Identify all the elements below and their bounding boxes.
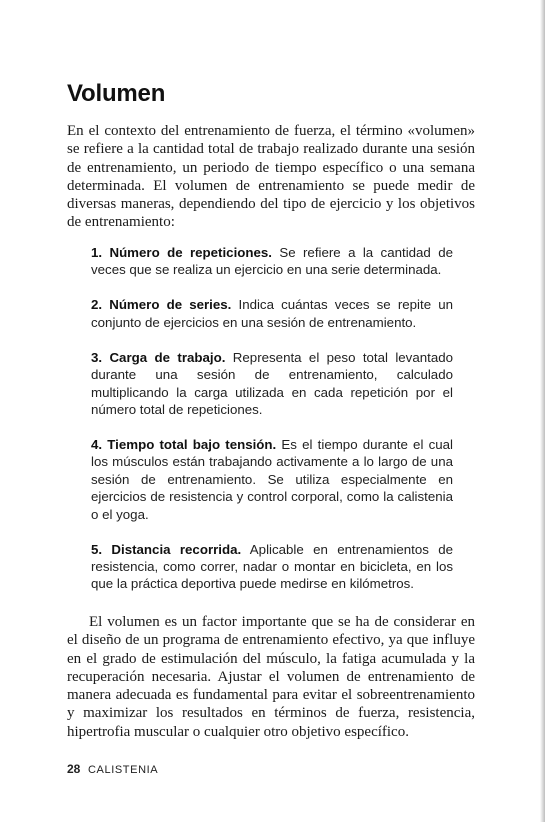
list-item-carga <box>91 349 453 419</box>
list-item-text: Es el tiempo durante el cual los músculos están trabajando activamente a lo largo de una sesión de entrenamiento. Se utiliza especialmente en ejercicios de resistencia y control corporal, como la calistenia o el yoga. <box>91 437 453 522</box>
list-item-text: Se refiere a la cantidad de veces que se realiza un ejercicio en una serie determinada. <box>91 245 453 278</box>
list-item-term: 2. Número de series. <box>91 297 232 313</box>
list-item-series <box>91 296 453 331</box>
page-edge-shadow <box>540 0 545 822</box>
list-item-term: 3. Carga de trabajo. <box>91 349 226 365</box>
list-item-text: Representa el peso total levantado durante una sesión de entrenamiento, calculado multiplicando la carga utilizada en cada repetición por el número total de repeticiones. <box>91 349 454 418</box>
list-item-distancia <box>91 541 453 593</box>
page-title: Volumen <box>67 80 166 107</box>
closing-paragraph: El volumen es un factor importante que se ha de considerar en el diseño de un programa de entrenamiento efectivo, ya que influye en el grado de estimulación del músculo, la fatiga acumulada y la recuperación necesaria. Ajustar el volumen de entrenamiento de manera adecuada es fundamental para evitar el sobreentrenamiento y maximizar los resultados en términos de fuerza, resistencia, hipertrofia muscular o cualquier otro objetivo específico. <box>67 614 475 740</box>
list-item-term: 1. Número de repeticiones. <box>91 245 272 260</box>
list-item-tiempo <box>91 436 453 523</box>
list-item-term: 5. Distancia recorrida. <box>91 541 242 557</box>
intro-paragraph: En el contexto del entrenamiento de fuerza, el término «volumen» se refiere a la cantidad total de trabajo realizado durante una sesión de entrenamiento, un periodo de tiempo específico o una semana determinada. El volumen de entrenamiento se puede medir de diversas maneras, dependiendo del tipo de ejercicio y los objetivos de entrenamiento: <box>67 123 475 231</box>
list-item-repeticiones <box>91 244 453 279</box>
volume-measures-list <box>91 244 453 610</box>
list-item-term: 4. Tiempo total bajo tensión. <box>91 437 277 453</box>
page-footer <box>67 762 158 776</box>
running-title: CALISTENIA <box>88 764 159 776</box>
list-item-text: Indica cuántas veces se repite un conjunto de ejercicios en una sesión de entrenamiento. <box>91 297 453 330</box>
page-number: 28 <box>67 762 81 776</box>
list-item-text: Aplicable en entrenamientos de resistencia, como correr, nadar o montar en bicicleta, en los que la práctica deportiva puede medirse en kilómetros. <box>91 541 453 592</box>
